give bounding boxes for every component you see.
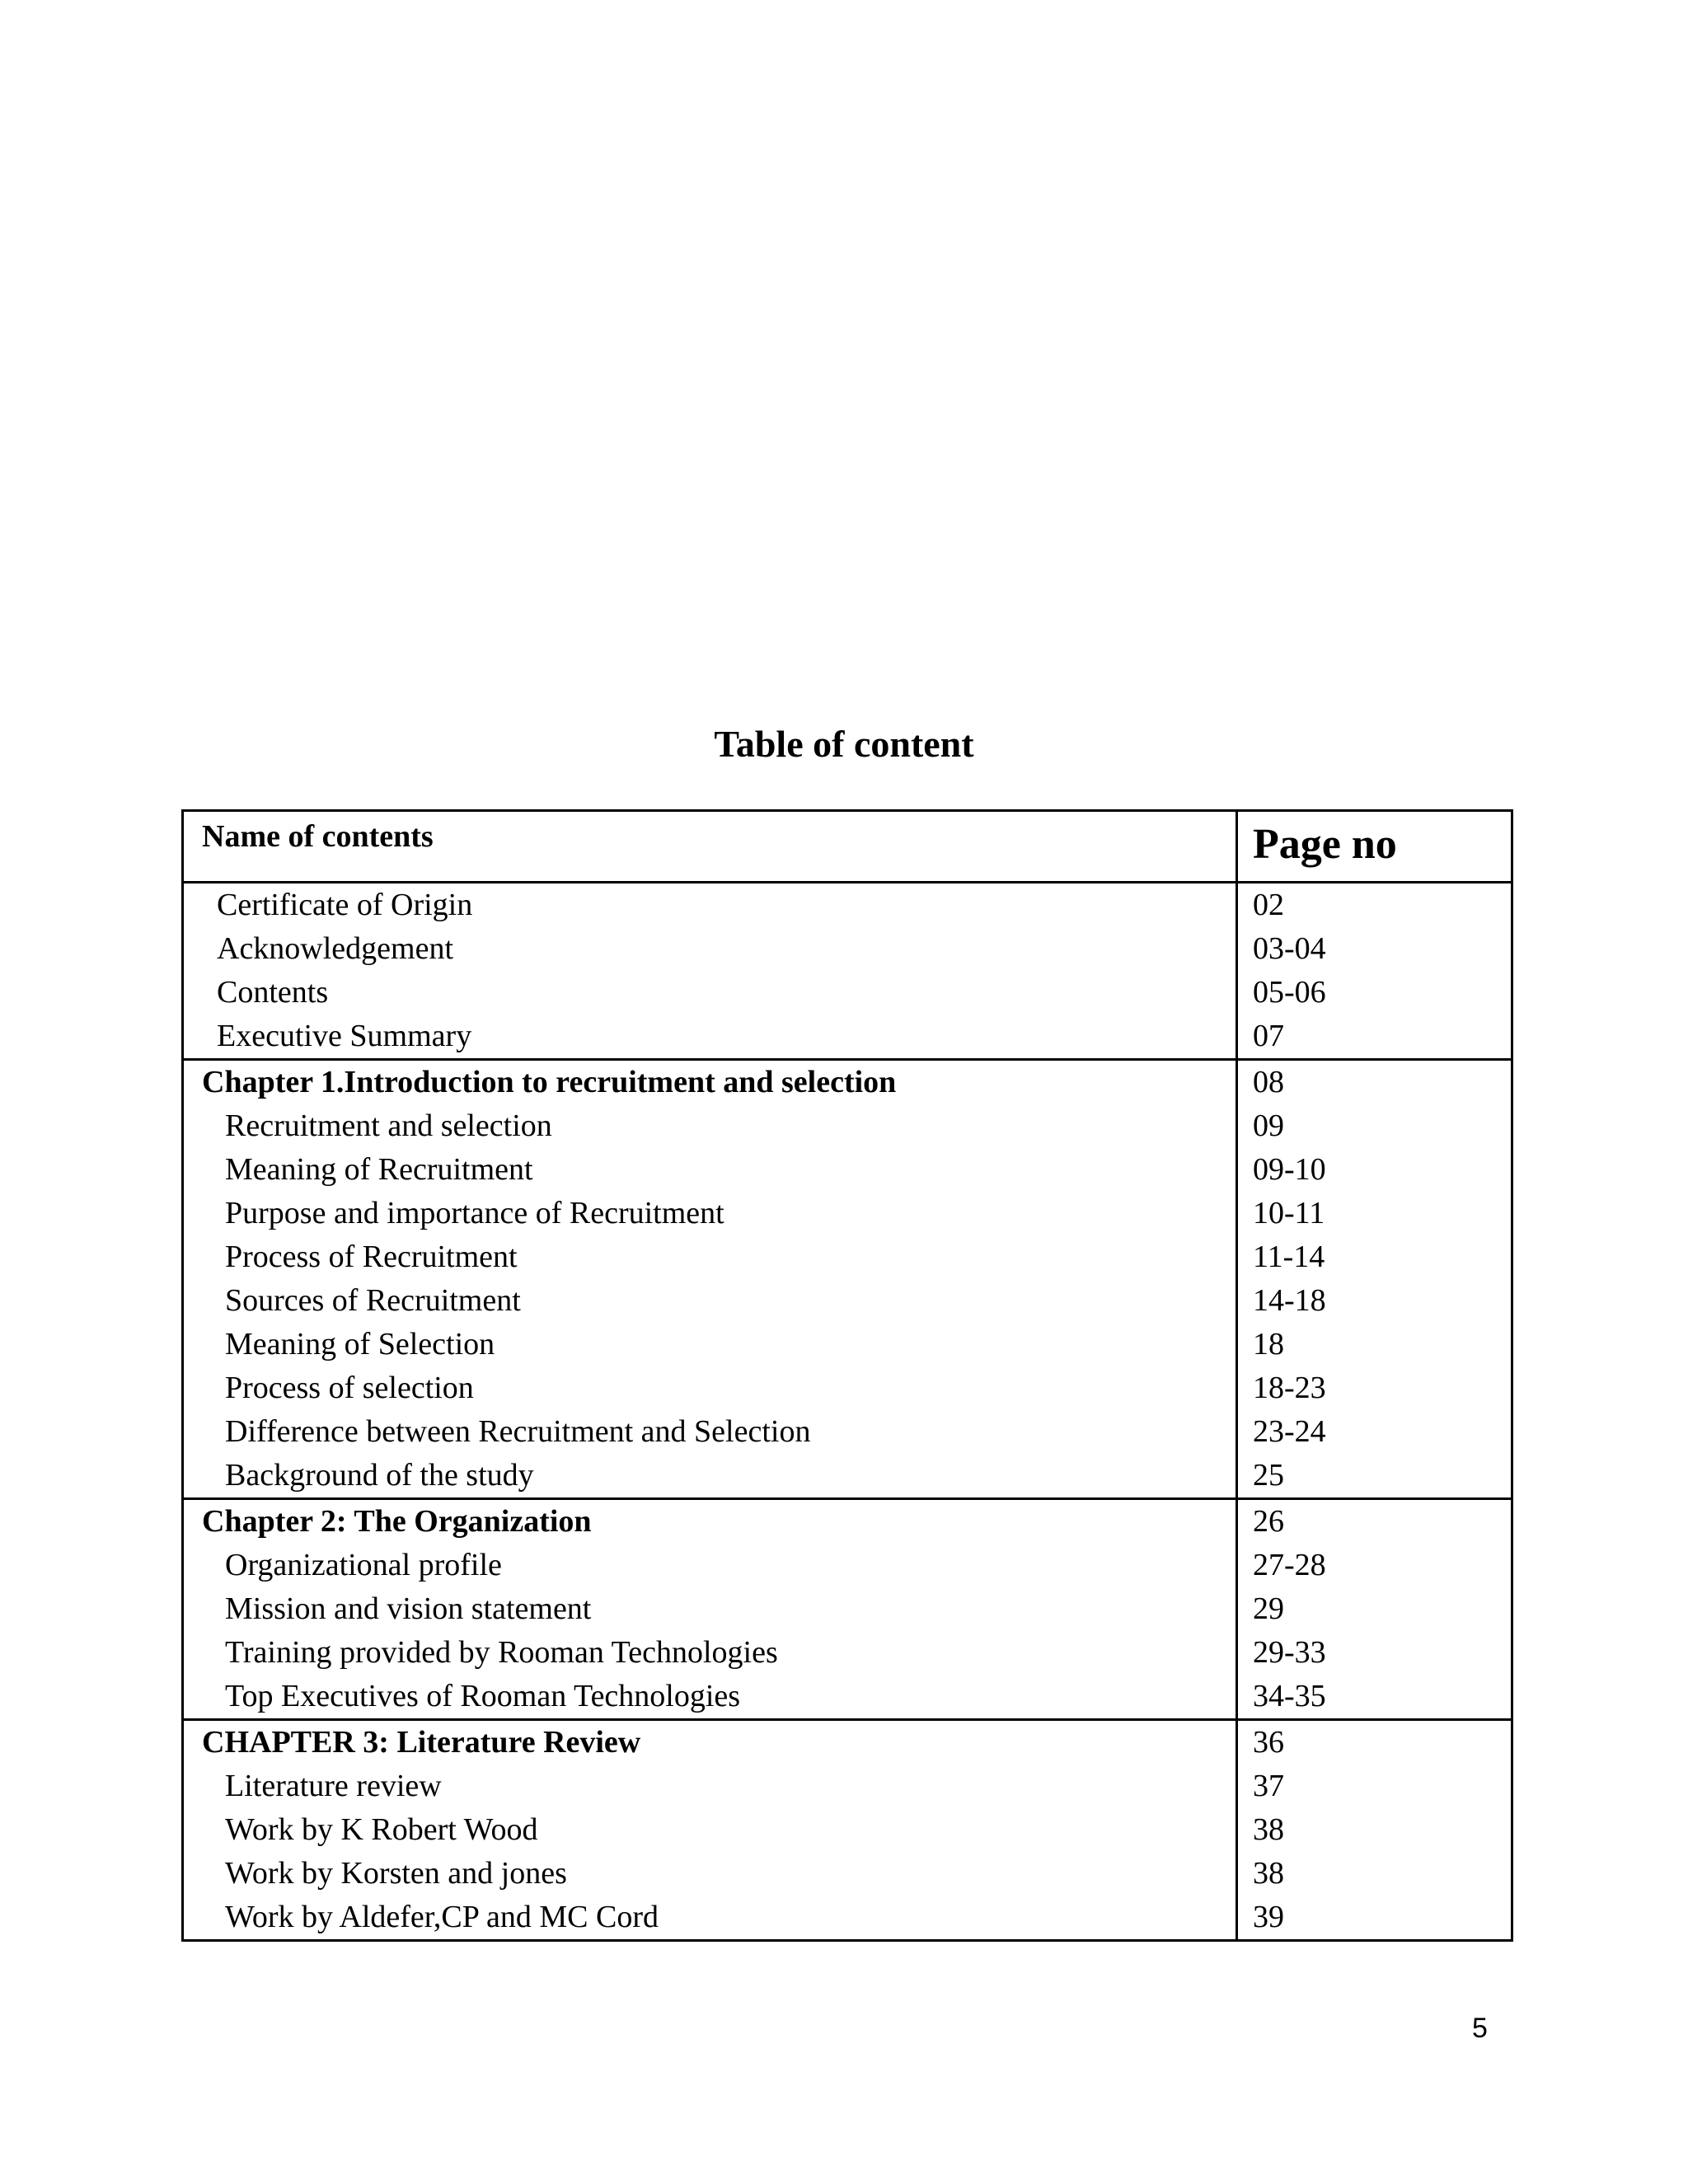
chapter-page: 36 xyxy=(1253,1725,1284,1760)
toc-entry: Certificate of Origin xyxy=(217,888,473,922)
toc-entry: Process of Recruitment xyxy=(225,1240,518,1274)
toc-header-name-cell xyxy=(183,811,1237,883)
toc-entry: Difference between Recruitment and Selection xyxy=(225,1414,811,1449)
toc-header-page-cell xyxy=(1237,811,1512,883)
toc-page: 34-35 xyxy=(1253,1679,1326,1713)
toc-table xyxy=(181,809,1513,1942)
toc-pages-cell xyxy=(1237,1499,1512,1720)
toc-page: 29-33 xyxy=(1253,1635,1326,1670)
chapter-page: 08 xyxy=(1253,1065,1284,1099)
toc-page: 05-06 xyxy=(1253,975,1326,1010)
toc-pages-cell xyxy=(1237,1060,1512,1499)
toc-header-page: Page no xyxy=(1253,821,1397,868)
toc-entry: Work by Korsten and jones xyxy=(225,1856,567,1891)
toc-page: 09 xyxy=(1253,1108,1284,1143)
toc-page: 38 xyxy=(1253,1812,1284,1847)
toc-entry: Work by K Robert Wood xyxy=(225,1812,538,1847)
toc-pages-cell xyxy=(1237,1720,1512,1941)
toc-page: 18-23 xyxy=(1253,1371,1326,1405)
toc-page: 03-04 xyxy=(1253,931,1326,966)
toc-page: 07 xyxy=(1253,1019,1284,1053)
toc-page: 27-28 xyxy=(1253,1548,1326,1582)
toc-entry: Top Executives of Rooman Technologies xyxy=(225,1679,741,1713)
toc-page: 29 xyxy=(1253,1591,1284,1626)
toc-page: 09-10 xyxy=(1253,1152,1326,1187)
chapter-heading: CHAPTER 3: Literature Review xyxy=(202,1725,641,1760)
toc-page: 23-24 xyxy=(1253,1414,1326,1449)
toc-pages-cell xyxy=(1237,883,1512,1060)
toc-entry: Sources of Recruitment xyxy=(225,1283,521,1318)
toc-entry: Process of selection xyxy=(225,1371,474,1405)
toc-entry: Acknowledgement xyxy=(217,931,454,966)
toc-page: 37 xyxy=(1253,1769,1284,1803)
toc-names-cell xyxy=(183,1720,1237,1941)
toc-entry: Purpose and importance of Recruitment xyxy=(225,1196,724,1230)
toc-entry: Recruitment and selection xyxy=(225,1108,552,1143)
toc-names-cell xyxy=(183,883,1237,1060)
toc-header-row xyxy=(183,811,1512,883)
toc-entry: Mission and vision statement xyxy=(225,1591,592,1626)
toc-names-cell xyxy=(183,1060,1237,1499)
toc-page: 11-14 xyxy=(1253,1240,1325,1274)
toc-page: 10-11 xyxy=(1253,1196,1325,1230)
toc-entry: Training provided by Rooman Technologies xyxy=(225,1635,778,1670)
chapter-heading: Chapter 2: The Organization xyxy=(202,1504,592,1539)
toc-entry: Literature review xyxy=(225,1769,442,1803)
toc-section-front-matter xyxy=(183,883,1512,1060)
toc-section-chapter-2 xyxy=(183,1499,1512,1720)
toc-entry: Work by Aldefer,CP and MC Cord xyxy=(225,1900,659,1934)
toc-header-name: Name of contents xyxy=(202,819,434,854)
toc-page: 39 xyxy=(1253,1900,1284,1934)
toc-page: 38 xyxy=(1253,1856,1284,1891)
chapter-page: 26 xyxy=(1253,1504,1284,1539)
toc-entry: Meaning of Recruitment xyxy=(225,1152,533,1187)
toc-entry: Organizational profile xyxy=(225,1548,502,1582)
page-title: Table of content xyxy=(714,723,974,765)
toc-names-cell xyxy=(183,1499,1237,1720)
toc-page: 18 xyxy=(1253,1327,1284,1361)
toc-page: 02 xyxy=(1253,888,1284,922)
toc-entry: Background of the study xyxy=(225,1458,534,1493)
toc-page: 25 xyxy=(1253,1458,1284,1493)
toc-entry: Meaning of Selection xyxy=(225,1327,495,1361)
toc-entry: Executive Summary xyxy=(217,1019,472,1053)
chapter-heading: Chapter 1.Introduction to recruitment and selection xyxy=(202,1065,897,1099)
toc-entry: Contents xyxy=(217,975,329,1010)
toc-section-chapter-3 xyxy=(183,1720,1512,1941)
toc-section-chapter-1 xyxy=(183,1060,1512,1499)
toc-page: 14-18 xyxy=(1253,1283,1326,1318)
page-number: 5 xyxy=(1472,2013,1488,2044)
